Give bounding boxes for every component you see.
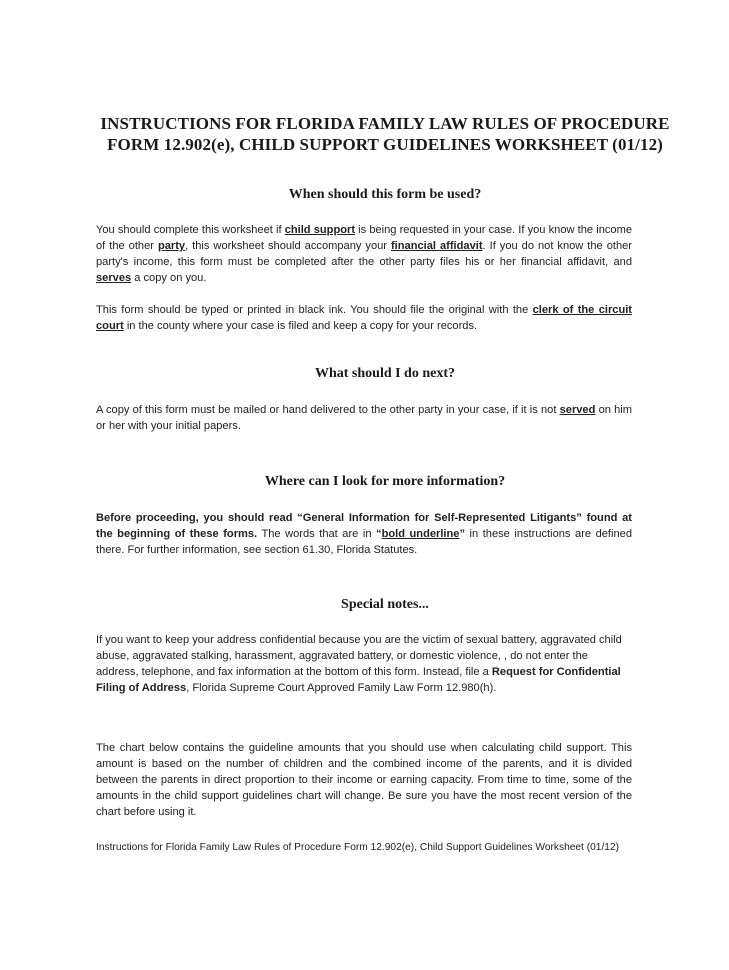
term-bold-underline: bold underline [381, 528, 460, 541]
text: You should complete this worksheet if [96, 224, 285, 236]
page-title [60, 113, 710, 155]
text: The words that are in [257, 528, 377, 541]
page-footer: Instructions for Florida Family Law Rules of Procedure Form 12.902(e), Child Support Guidelines Worksheet (01/12) [96, 842, 619, 853]
bold-notice: Before proceeding, you should read “General Information for Self-Represented Litigants” found at the beginning of these forms. [96, 512, 632, 541]
info-paragraph-1 [96, 510, 632, 558]
text: , this worksheet should accompany your [185, 240, 391, 253]
term-clerk-of-circuit-court: clerk of the circuit court [96, 304, 632, 333]
section-heading-when: When should this form be used? [288, 187, 482, 202]
section-heading-next: What should I do next? [314, 366, 456, 381]
text: . If you do not know the other party's income, this form must be completed after the other party files his or her financial affidavit, and [96, 240, 633, 269]
text: A copy of this form must be mailed or hand delivered to the other party in your case, if it is not [96, 404, 560, 416]
text: is being requested in your case. If you know the income of the other [96, 224, 632, 253]
term-party: party [157, 240, 186, 253]
close-quote: ” [459, 528, 465, 541]
title-line-1: INSTRUCTIONS FOR FLORIDA FAMILY LAW RULES OF PROCEDURE [100, 114, 670, 133]
text: , Florida Supreme Court Approved Family Law Form 12.980(h). [186, 682, 497, 695]
form-name-confidential-filing: Request for Confidential Filing of Address [96, 666, 621, 695]
text: a copy on you. [131, 272, 207, 285]
text: in the county where your case is filed and keep a copy for your records. [123, 320, 478, 333]
term-served: served [559, 404, 596, 416]
text: on him or her with your initial papers. [96, 404, 632, 433]
term-financial-affidavit: financial affidavit [390, 240, 483, 253]
term-serves: serves [96, 272, 132, 285]
notes-paragraph-1 [96, 632, 632, 696]
open-quote: “ [376, 528, 382, 541]
next-paragraph-1 [96, 402, 632, 434]
term-child-support: child support [284, 224, 356, 236]
text: This form should be typed or printed in black ink. You should file the original with the [96, 304, 533, 316]
text: If you want to keep your address confidential because you are the victim of sexual battery, aggravated child abuse, aggravated stalking, harassment, aggravated battery, or domestic violence, , do not enter the address, telephone, and fax information at the bottom of this form. Instead, file a [96, 634, 622, 679]
section-heading-notes: Special notes... [341, 597, 429, 612]
when-paragraph-2 [96, 302, 632, 334]
when-paragraph-1 [96, 222, 632, 286]
section-heading-info: Where can I look for more information? [264, 474, 506, 489]
text: in these instructions are defined there. For further information, see section 61.30, Florida Statutes. [96, 528, 632, 557]
title-line-2: FORM 12.902(e), CHILD SUPPORT GUIDELINES WORKSHEET (01/12) [107, 135, 663, 154]
notes-paragraph-2: The chart below contains the guideline amounts that you should use when calculating child support. This amount is based on the number of children and the combined income of the parents, and it is divided between the parents in direct proportion to their income or earning capacity. From time to time, some of the amounts in the child support guidelines chart will change. Be sure you have the most recent version of the chart before using it. [96, 742, 632, 819]
